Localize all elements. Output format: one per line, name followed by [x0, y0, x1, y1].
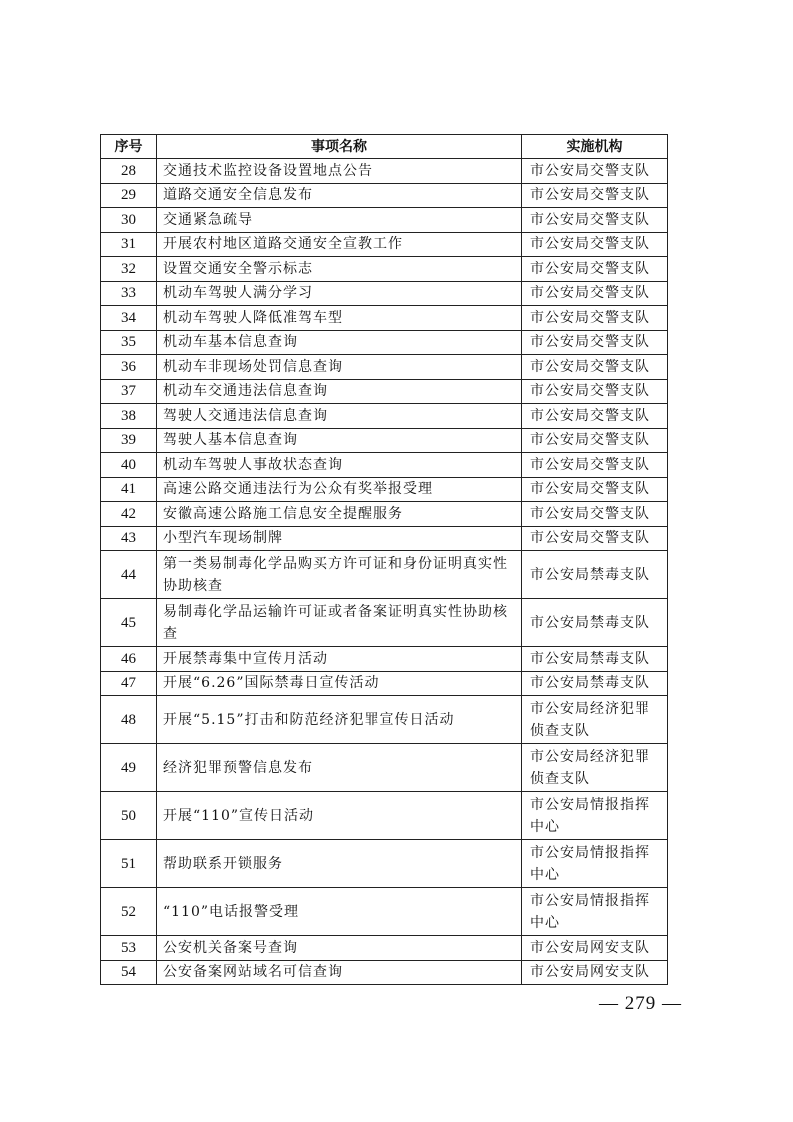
implementing-agency: 市公安局禁毒支队 [522, 647, 668, 672]
table-row [101, 355, 668, 380]
row-number: 42 [101, 502, 157, 527]
table-row [101, 744, 668, 792]
row-number: 40 [101, 453, 157, 478]
row-number: 46 [101, 647, 157, 672]
matter-name: 机动车驾驶人事故状态查询 [157, 453, 522, 478]
implementing-agency: 市公安局情报指挥中心 [522, 792, 668, 840]
row-number: 50 [101, 792, 157, 840]
matter-name: “110”电话报警受理 [157, 888, 522, 936]
row-number: 32 [101, 257, 157, 282]
row-number: 49 [101, 744, 157, 792]
matter-name: 机动车驾驶人满分学习 [157, 281, 522, 306]
implementing-agency: 市公安局禁毒支队 [522, 671, 668, 696]
table-row [101, 453, 668, 478]
table-row [101, 257, 668, 282]
matter-name: 开展农村地区道路交通安全宣教工作 [157, 232, 522, 257]
matter-name: 机动车非现场处罚信息查询 [157, 355, 522, 380]
matter-name: 安徽高速公路施工信息安全提醒服务 [157, 502, 522, 527]
table-row [101, 404, 668, 429]
row-number: 28 [101, 159, 157, 184]
implementing-agency: 市公安局交警支队 [522, 502, 668, 527]
row-number: 47 [101, 671, 157, 696]
row-number: 34 [101, 306, 157, 331]
matter-name: 易制毒化学品运输许可证或者备案证明真实性协助核查 [157, 599, 522, 647]
matter-name: 机动车交通违法信息查询 [157, 379, 522, 404]
matter-name: 驾驶人交通违法信息查询 [157, 404, 522, 429]
implementing-agency: 市公安局交警支队 [522, 404, 668, 429]
table-row [101, 888, 668, 936]
header-name: 事项名称 [157, 135, 522, 159]
row-number: 35 [101, 330, 157, 355]
header-no: 序号 [101, 135, 157, 159]
row-number: 54 [101, 960, 157, 985]
row-number: 39 [101, 428, 157, 453]
table-row [101, 671, 668, 696]
row-number: 31 [101, 232, 157, 257]
implementing-agency: 市公安局禁毒支队 [522, 599, 668, 647]
implementing-agency: 市公安局交警支队 [522, 453, 668, 478]
matter-name: 开展禁毒集中宣传月活动 [157, 647, 522, 672]
implementing-agency: 市公安局交警支队 [522, 208, 668, 233]
implementing-agency: 市公安局交警支队 [522, 355, 668, 380]
table-row [101, 526, 668, 551]
row-number: 51 [101, 840, 157, 888]
row-number: 45 [101, 599, 157, 647]
row-number: 36 [101, 355, 157, 380]
matter-name: 交通紧急疏导 [157, 208, 522, 233]
table-row [101, 599, 668, 647]
table-row [101, 330, 668, 355]
implementing-agency: 市公安局交警支队 [522, 183, 668, 208]
row-number: 30 [101, 208, 157, 233]
implementing-agency: 市公安局经济犯罪侦查支队 [522, 744, 668, 792]
table-row [101, 232, 668, 257]
implementing-agency: 市公安局交警支队 [522, 477, 668, 502]
row-number: 38 [101, 404, 157, 429]
matter-name: 公安机关备案号查询 [157, 936, 522, 961]
row-number: 53 [101, 936, 157, 961]
matter-name: 高速公路交通违法行为公众有奖举报受理 [157, 477, 522, 502]
matter-name: 开展“6.26”国际禁毒日宣传活动 [157, 671, 522, 696]
implementing-agency: 市公安局网安支队 [522, 936, 668, 961]
implementing-agency: 市公安局情报指挥中心 [522, 888, 668, 936]
table-row [101, 208, 668, 233]
table-header-row [101, 135, 668, 159]
matter-name: 设置交通安全警示标志 [157, 257, 522, 282]
implementing-agency: 市公安局交警支队 [522, 257, 668, 282]
matter-name: 机动车驾驶人降低准驾车型 [157, 306, 522, 331]
table-row [101, 696, 668, 744]
implementing-agency: 市公安局交警支队 [522, 330, 668, 355]
table-row [101, 306, 668, 331]
matter-name: 开展“110”宣传日活动 [157, 792, 522, 840]
implementing-agency: 市公安局交警支队 [522, 428, 668, 453]
page-number: — 279 — [599, 993, 682, 1014]
matter-name: 机动车基本信息查询 [157, 330, 522, 355]
matter-name: 开展“5.15”打击和防范经济犯罪宣传日活动 [157, 696, 522, 744]
implementing-agency: 市公安局网安支队 [522, 960, 668, 985]
implementing-agency: 市公安局情报指挥中心 [522, 840, 668, 888]
table-row [101, 647, 668, 672]
table-row [101, 183, 668, 208]
row-number: 29 [101, 183, 157, 208]
matter-name: 小型汽车现场制牌 [157, 526, 522, 551]
table-row [101, 551, 668, 599]
table-row [101, 379, 668, 404]
table-row [101, 502, 668, 527]
table-row [101, 840, 668, 888]
table-row [101, 960, 668, 985]
implementing-agency: 市公安局交警支队 [522, 379, 668, 404]
implementing-agency: 市公安局交警支队 [522, 159, 668, 184]
table-row [101, 792, 668, 840]
matter-name: 第一类易制毒化学品购买方许可证和身份证明真实性协助核查 [157, 551, 522, 599]
matter-name: 帮助联系开锁服务 [157, 840, 522, 888]
header-org: 实施机构 [522, 135, 668, 159]
row-number: 37 [101, 379, 157, 404]
row-number: 44 [101, 551, 157, 599]
matter-name: 道路交通安全信息发布 [157, 183, 522, 208]
matters-table [100, 134, 668, 985]
implementing-agency: 市公安局交警支队 [522, 232, 668, 257]
row-number: 41 [101, 477, 157, 502]
row-number: 33 [101, 281, 157, 306]
implementing-agency: 市公安局禁毒支队 [522, 551, 668, 599]
implementing-agency: 市公安局交警支队 [522, 281, 668, 306]
matter-name: 交通技术监控设备设置地点公告 [157, 159, 522, 184]
table-row [101, 281, 668, 306]
implementing-agency: 市公安局交警支队 [522, 526, 668, 551]
table-row [101, 936, 668, 961]
table-row [101, 428, 668, 453]
matter-name: 驾驶人基本信息查询 [157, 428, 522, 453]
matter-name: 经济犯罪预警信息发布 [157, 744, 522, 792]
table-row [101, 159, 668, 184]
implementing-agency: 市公安局经济犯罪侦查支队 [522, 696, 668, 744]
matter-name: 公安备案网站域名可信查询 [157, 960, 522, 985]
row-number: 43 [101, 526, 157, 551]
table-row [101, 477, 668, 502]
row-number: 48 [101, 696, 157, 744]
implementing-agency: 市公安局交警支队 [522, 306, 668, 331]
row-number: 52 [101, 888, 157, 936]
